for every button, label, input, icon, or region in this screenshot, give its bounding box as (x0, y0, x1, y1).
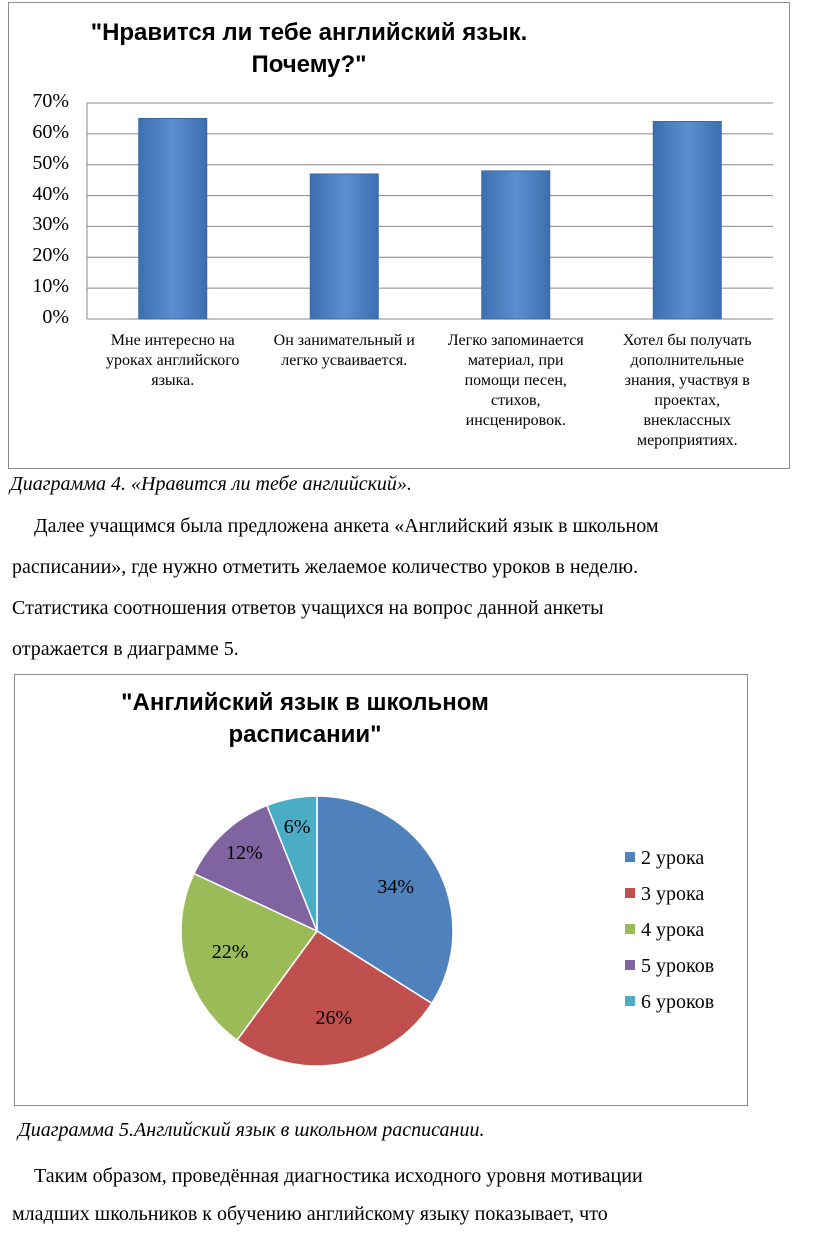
paragraph-2-line-1: Таким образом, проведённая диагностика исходного уровня мотивации (34, 1165, 643, 1187)
diagram4-caption: Диаграмма 4. «Нравится ли тебе английский». (10, 473, 412, 495)
x-category-label-line: дополнительные (630, 352, 744, 369)
legend-label: 5 уроков (641, 955, 715, 977)
pie-value-label: 6% (283, 815, 311, 838)
x-category-label-line: легко усваивается. (281, 352, 408, 369)
paragraph-1-line-3: Статистика соотношения ответов учащихся на вопрос данной анкеты (12, 597, 604, 619)
x-category-label (430, 331, 602, 431)
bar-3 (482, 171, 550, 319)
bar-2 (310, 174, 378, 319)
x-category-label (259, 331, 431, 371)
x-category-label-line: Он занимательный и (273, 332, 415, 349)
legend-item (625, 881, 704, 907)
paragraph-1-line-2: расписании», где нужно отметить желаемое количество уроков в неделю. (12, 556, 639, 578)
x-category-label-line: проектах, (654, 392, 721, 409)
pie-value-label: 34% (377, 876, 414, 899)
legend-swatch (625, 888, 635, 898)
bar-chart-title-line1: "Нравится ли тебе английский язык. (90, 19, 528, 46)
legend-swatch (625, 996, 635, 1006)
pie-chart-title-line1: "Английский язык в школьном (121, 689, 489, 716)
x-category-label-line: внеклассных (643, 412, 732, 429)
x-category-label-line: мероприятиях. (636, 432, 738, 449)
legend-label: 2 урока (641, 847, 705, 869)
pie-value-label: 12% (226, 842, 263, 865)
x-category-label-line: знания, участвуя в (624, 372, 750, 389)
x-category-label-line: Хотел бы получать (622, 332, 752, 349)
y-tick-label: 10% (32, 275, 69, 298)
pie-chart-title-line2: расписании" (228, 721, 382, 748)
x-category-label-line: инсценировок. (465, 412, 566, 429)
legend-swatch (625, 960, 635, 970)
pie-value-label: 26% (315, 1006, 353, 1029)
x-category-label (602, 331, 774, 451)
y-tick-label: 60% (32, 120, 69, 143)
legend-item (625, 953, 714, 979)
x-category-label (87, 331, 259, 391)
x-category-label-line: уроках английского (106, 352, 240, 369)
x-category-label-line: языка. (151, 372, 195, 389)
pie-chart-container (14, 674, 748, 1106)
x-category-label-line: стихов, (490, 392, 541, 409)
y-tick-label: 0% (42, 306, 69, 328)
paragraph-1-line-1: Далее учащимся была предложена анкета «Английский язык в школьном (34, 515, 659, 537)
y-tick-label: 70% (32, 90, 69, 112)
bar-chart-title-line2: Почему?" (251, 51, 367, 78)
legend-label: 3 урока (641, 883, 705, 905)
x-category-label-line: Легко запоминается (447, 332, 584, 349)
bar-chart-container (8, 2, 790, 469)
diagram5-caption: Диаграмма 5.Английский язык в школьном расписании. (18, 1119, 485, 1141)
bar-1 (139, 118, 207, 319)
legend-swatch (625, 924, 635, 934)
legend-item (625, 845, 704, 871)
x-category-label-line: Мне интересно на (110, 332, 235, 349)
legend-label: 4 урока (641, 919, 705, 941)
pie-value-label: 22% (211, 941, 249, 964)
y-tick-label: 20% (32, 244, 69, 267)
legend-swatch (625, 852, 635, 862)
y-tick-label: 30% (32, 213, 69, 236)
bar-4 (653, 122, 721, 319)
x-category-label-line: материал, при (467, 352, 564, 369)
legend-label: 6 уроков (641, 991, 715, 1013)
x-category-label-line: помощи песен, (464, 372, 567, 389)
legend-item (625, 989, 714, 1015)
paragraph-2-line-2: младших школьников к обучению английскому языку показывает, что (12, 1203, 608, 1225)
paragraph-1-line-4: отражается в диаграмме 5. (12, 638, 239, 660)
y-tick-label: 50% (32, 151, 69, 174)
legend-item (625, 917, 704, 943)
y-tick-label: 40% (32, 182, 69, 205)
